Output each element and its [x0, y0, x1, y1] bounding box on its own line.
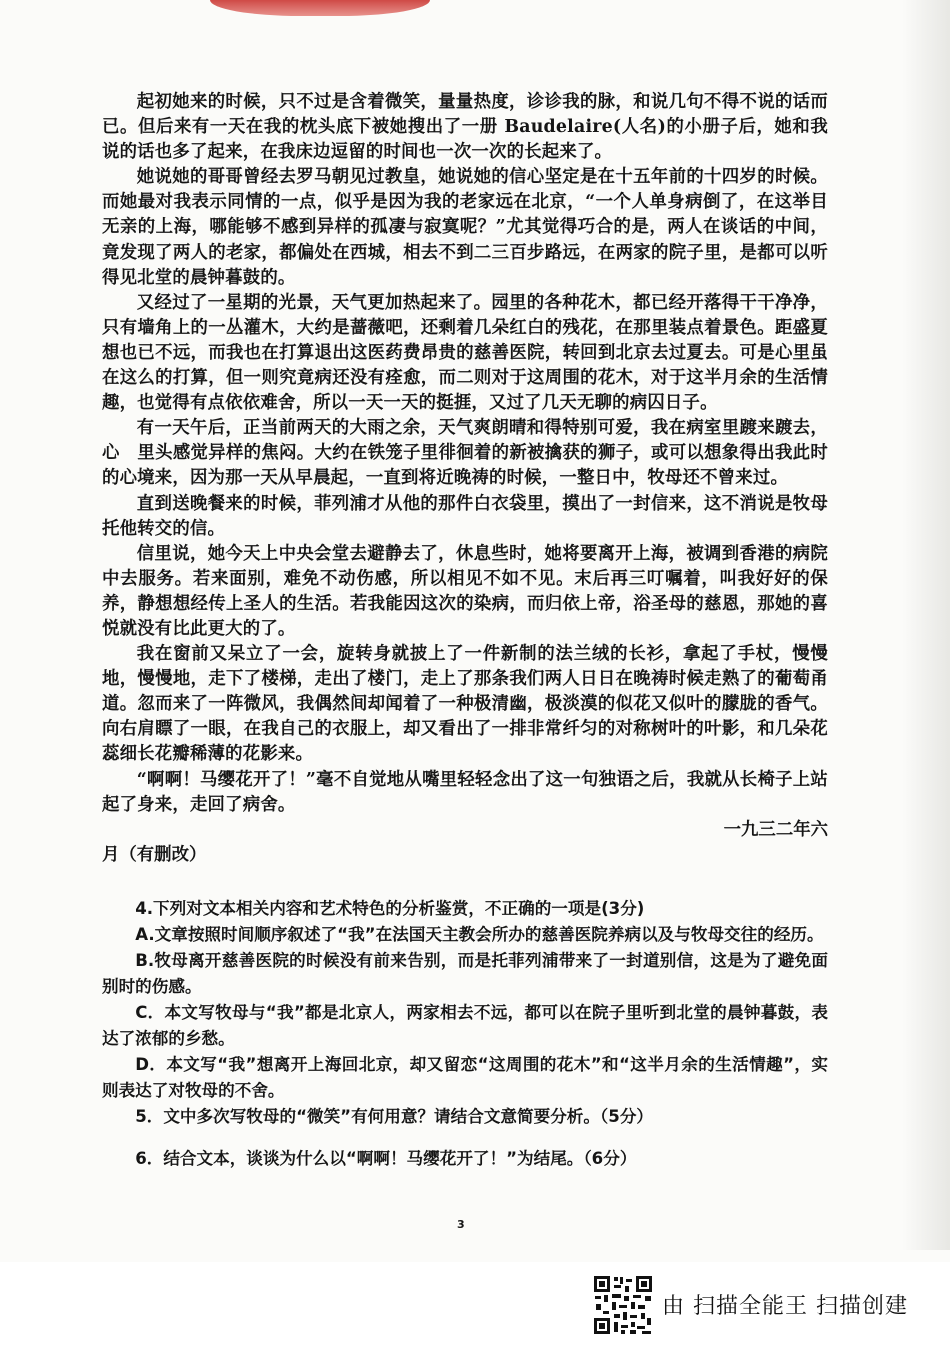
date-line: 一九三二年六 — [723, 819, 828, 840]
question-4-option-b: B.牧母离开慈善医院的时候没有前来告别，而是托菲列浦带来了一封道别信，这是为了避免面别时的伤感。 — [102, 951, 828, 996]
paragraph-7: 我在窗前又呆立了一会，旋转身就披上了一件新制的法兰绒的长衫，拿起了手杖，慢慢地，慢慢地，走下了楼梯，走出了楼门，走上了那条我们两人日日在晚祷时候走熟了的葡萄甬道。忽而来了一阵微风，我偶然间却闻着了一种极清幽，极淡漠的似花又似叶的朦胧的香气。向右肩瞟了一眼，在我自己的衣服上，却又看出了一排非常纤匀的对称树叶的叶影，和几朵花蕊细长花瓣稀薄的花影来。 — [102, 644, 828, 765]
paragraph-2: 她说她的哥哥曾经去罗马朝见过教皇，她说她的信心坚定是在十五年前的十四岁的时候。而她最对我表示同情的一点，似乎是因为我的老家远在北京，“一个人单身病倒了，在这举目无亲的上海，哪能够不感到异样的孤凄与寂寞呢？”尤其觉得巧合的是，两人在谈话的中间，竟发现了两人的老家，都偏处在西城，相去不到二三百步路远，在两家的院子里，是都可以听得见北堂的晨钟暮鼓的。 — [102, 167, 828, 288]
story-text — [102, 90, 828, 868]
scanner-label: 由 扫描全能王 扫描创建 — [662, 1294, 908, 1319]
qr-code-icon — [592, 1274, 654, 1336]
question-6: 6．结合文本，谈谈为什么以“啊啊！马缨花开了！”为结尾。（6分） — [135, 1149, 637, 1168]
paragraph-6: 信里说，她今天上中央会堂去避静去了，休息些时，她将要离开上海，被调到香港的病院中去服务。若来面别，难免不动伤感，所以相见不如不见。末后再三叮嘱着，叫我好好的保养，静想想经传上圣人的生活。若我能因这次的染病，而归依上帝，浴圣母的慈恩，那她的喜悦就没有比此更大的了。 — [102, 543, 828, 639]
red-top-mark — [210, 0, 430, 16]
paragraph-1: 起初她来的时候，只不过是含着微笑，量量热度，诊诊我的脉，和说几句不得不说的话而已。但后来有一天在我的枕头底下被她搜出了一册 Baudelaire(人名)的小册子后，她和我说的话也多了起来，在我床边逗留的时间也一次一次的长起来了。 — [102, 92, 828, 163]
date-continue: 月（有删改） — [102, 844, 207, 865]
question-4-title: 4.下列对文本相关内容和艺术特色的分析鉴赏，不正确的一项是(3分) — [135, 899, 645, 918]
question-4-option-a: A.文章按照时间顺序叙述了“我”在法国天主教会所办的慈善医院养病以及与牧母交往的经历。 — [135, 925, 824, 944]
paragraph-5: 直到送晚餐来的时候，菲列浦才从他的那件白衣袋里，摸出了一封信来，这不消说是牧母托他转交的信。 — [102, 493, 828, 539]
paragraph-8: “啊啊！马缨花开了！”毫不自觉地从嘴里轻轻念出了这一句独语之后，我就从长椅子上站起了身来，走回了病舍。 — [102, 769, 828, 815]
question-4-option-d: D．本文写“我”想离开上海回北京，却又留恋“这周围的花木”和“这半月余的生活情趣”，实则表达了对牧母的不舍。 — [102, 1055, 828, 1100]
paragraph-4: 有一天午后，正当前两天的大雨之余，天气爽朗晴和得特别可爱，我在病室里踱来踱去，心 里头感觉异样的焦闷。大约在铁笼子里徘徊着的新被擒获的狮子，或可以想象得出我此时的心境来，因为那一天从早晨起，一直到将近晚祷的时候，一整日中，牧母还不曾来过。 — [102, 418, 828, 489]
page-number: 3 — [457, 1218, 465, 1231]
question-5: 5．文中多次写牧母的“微笑”有何用意？请结合文意简要分析。（5分） — [135, 1107, 654, 1126]
questions-section — [102, 896, 828, 1172]
question-4-option-c: C．本文写牧母与“我”都是北京人，两家相去不远，都可以在院子里听到北堂的晨钟暮鼓，表达了浓郁的乡愁。 — [102, 1003, 828, 1048]
page-edge-shadow — [902, 0, 950, 1250]
paragraph-3: 又经过了一星期的光景，天气更加热起来了。园里的各种花木，都已经开落得干干净净，只有墙角上的一丛灌木，大约是蔷薇吧，还剩着几朵红白的残花，在那里装点着景色。距盛夏想也已不远，而我也在打算退出这医药费昂贵的慈善医院，转回到北京去过夏去。可是心里虽在这么的打算，但一则究竟病还没有痊愈，而二则对于这周围的花木，对于这半月余的生活情趣，也觉得有点依依难舍，所以一天一天的挺捱，又过了几天无聊的病囚日子。 — [102, 292, 828, 414]
